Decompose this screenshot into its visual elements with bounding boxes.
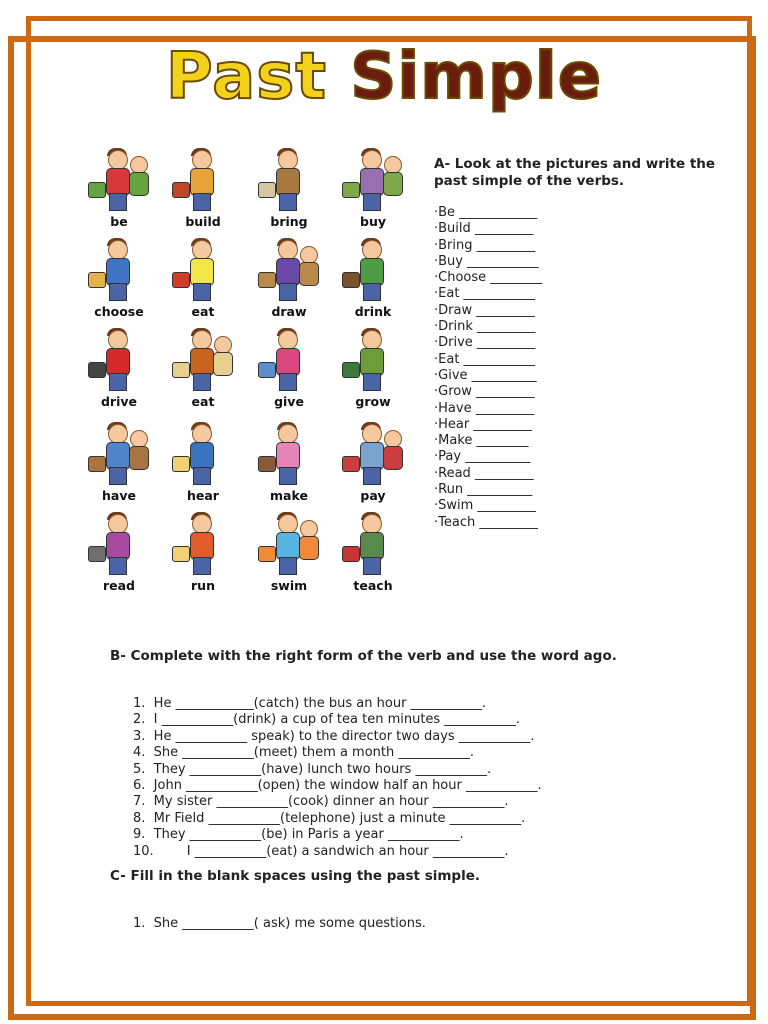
picture-man-drinking (332, 236, 414, 319)
kids-giving-illustration (254, 326, 324, 392)
page-title (0, 40, 768, 114)
exercise-b-item: 9. They ___________(be) in Paris a year ___________. (133, 827, 464, 843)
picture-label: pay (360, 488, 386, 503)
picture-girl-making-bed (248, 420, 330, 503)
picture-boys-choosing (78, 236, 160, 319)
verb-item: · Eat ___________ (434, 286, 542, 302)
picture-woman-reading (78, 510, 160, 593)
picture-label: drink (354, 304, 392, 319)
verb-item: · Have _________ (434, 401, 542, 417)
picture-label: teach (353, 578, 393, 593)
picture-shop-stall (332, 146, 414, 229)
section-c-heading: C- Fill in the blank spaces using the past simple. (110, 868, 481, 884)
verb-item: · Eat ___________ (434, 352, 542, 368)
picture-boy-hearing (162, 420, 244, 503)
man-bicycle-illustration (338, 510, 408, 576)
picture-label: make (270, 488, 308, 503)
picture-boy-with-dog (78, 420, 160, 503)
section-a-heading: A- Look at the pictures and write the past simple of the verbs. (434, 156, 716, 189)
verb-item: · Hear _________ (434, 417, 542, 433)
man-drinking-illustration (338, 236, 408, 302)
picture-label: swim (270, 578, 308, 593)
picture-swimmer (248, 510, 330, 593)
girl-making-bed-illustration (254, 420, 324, 486)
picture-man-bicycle (332, 510, 414, 593)
boy-growing-illustration (338, 326, 408, 392)
builder-bricks-illustration (168, 146, 238, 212)
exercise-b-item: 1. He ____________(catch) the bus an hour ___________. (133, 696, 487, 711)
verb-item: · Choose ________ (434, 270, 542, 286)
picture-label: eat (191, 394, 215, 409)
swimmer-illustration (254, 510, 324, 576)
exercise-b-item: 10. I ___________(eat) a sandwich an hour ___________. (133, 843, 509, 859)
verb-item: · Read _________ (434, 466, 542, 482)
exercise-b-item: 4. She ___________(meet) them a month ___________. (133, 745, 475, 761)
verb-item: · Bring _________ (434, 238, 542, 254)
verb-item: · Teach _________ (434, 515, 542, 531)
picture-label: buy (360, 214, 386, 229)
picture-label: choose (94, 304, 144, 319)
picture-label: draw (271, 304, 307, 319)
verb-item: · Drink _________ (434, 319, 542, 335)
men-paying-illustration (338, 420, 408, 486)
verb-item: · Run __________ (434, 482, 542, 498)
painter-easel-illustration (254, 236, 324, 302)
verb-item: · Pay __________ (434, 449, 542, 465)
title-part-past: Past (165, 40, 351, 114)
boy-hearing-illustration (168, 420, 238, 486)
picture-kids-giving (248, 326, 330, 409)
picture-builder-bricks (162, 146, 244, 229)
baby-eating-illustration (168, 236, 238, 302)
old-man-illustration (254, 146, 324, 212)
picture-boy-growing (332, 326, 414, 409)
boys-choosing-illustration (84, 236, 154, 302)
picture-label: build (185, 214, 221, 229)
boy-with-dog-illustration (84, 420, 154, 486)
picture-label: run (191, 578, 215, 593)
verb-item: · Make ________ (434, 433, 542, 449)
verb-item: · Be ____________ (434, 205, 542, 221)
exercise-b-item: 5. They ___________(have) lunch two hours ___________. (133, 761, 492, 777)
picture-label: eat (191, 304, 215, 319)
picture-label: have (102, 488, 136, 503)
picture-baby-eating (162, 236, 244, 319)
picture-label: read (102, 578, 136, 593)
exercise-b-item: 7. My sister ___________(cook) dinner an hour ___________. (133, 794, 509, 810)
picture-label: give (274, 394, 304, 409)
red-car-illustration (84, 326, 154, 392)
section-c-exercises (133, 916, 426, 931)
exercise-c-item: 1. She ___________( ask) me some questions. (133, 916, 426, 931)
picture-label: hear (187, 488, 219, 503)
picture-label: drive (100, 394, 138, 409)
exercise-b-item: 8. Mr Field ___________(telephone) just a minute ___________. (133, 810, 526, 826)
picture-label: grow (355, 394, 391, 409)
picture-old-man (248, 146, 330, 229)
verb-item: · Give __________ (434, 368, 542, 384)
picture-man-eating (162, 326, 244, 409)
couple-picnic-illustration (84, 146, 154, 212)
verb-item: · Buy ___________ (434, 254, 542, 270)
woman-reading-illustration (84, 510, 154, 576)
runner-illustration (168, 510, 238, 576)
section-b-exercises (133, 696, 542, 860)
exercise-b-item: 2. I ___________(drink) a cup of tea ten minutes ___________. (133, 712, 520, 728)
picture-red-car (78, 326, 160, 409)
picture-label: be (110, 214, 128, 229)
man-eating-illustration (168, 326, 238, 392)
verb-item: · Grow _________ (434, 384, 542, 400)
verb-list (434, 205, 542, 531)
picture-couple-picnic (78, 146, 160, 229)
picture-painter-easel (248, 236, 330, 319)
exercise-b-item: 3. He ___________ speak) to the director two days ___________. (133, 728, 535, 744)
picture-men-paying (332, 420, 414, 503)
exercise-b-item: 6. John ___________(open) the window half an hour ___________. (133, 778, 542, 794)
verb-item: · Draw _________ (434, 303, 542, 319)
picture-runner (162, 510, 244, 593)
section-b-heading: B- Complete with the right form of the verb and use the word ago. (110, 648, 617, 664)
verb-item: · Swim _________ (434, 498, 542, 514)
verb-item: · Build _________ (434, 221, 542, 237)
verb-item: · Drive _________ (434, 335, 542, 351)
title-part-simple: Simple (350, 40, 603, 114)
shop-stall-illustration (338, 146, 408, 212)
picture-label: bring (270, 214, 308, 229)
